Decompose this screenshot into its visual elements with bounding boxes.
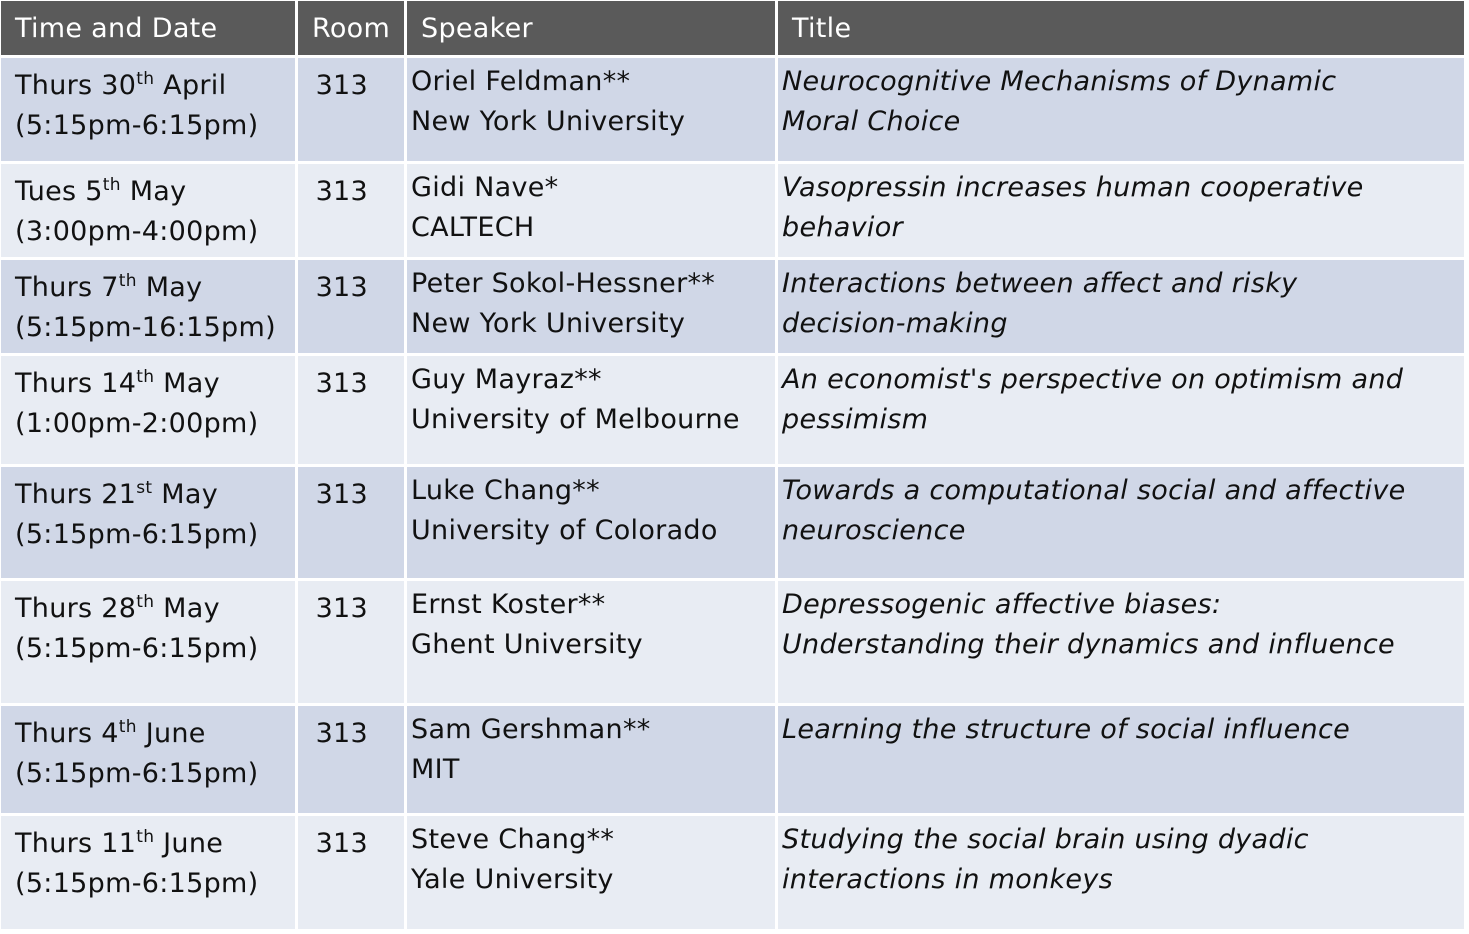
header-title: Title <box>778 1 1464 55</box>
room-cell: 313 <box>298 260 404 353</box>
date-cell: Thurs 11th June (5:15pm-6:15pm) <box>1 816 295 929</box>
header-room: Room <box>298 1 404 55</box>
speaker-affiliation: University of Melbourne <box>411 404 740 436</box>
speaker-affiliation: University of Colorado <box>411 515 718 547</box>
date-cell: Thurs 7th May (5:15pm-16:15pm) <box>1 260 295 353</box>
speaker-affiliation: MIT <box>411 753 460 785</box>
table-row <box>1 260 1464 353</box>
header-speaker: Speaker <box>407 1 775 55</box>
speaker-name: Oriel Feldman** <box>411 66 631 97</box>
speaker-affiliation: New York University <box>411 308 686 340</box>
room-cell: 313 <box>298 164 404 257</box>
table-row <box>1 816 1464 929</box>
table-row <box>1 58 1464 161</box>
speaker-cell <box>407 467 775 578</box>
date-cell: Thurs 21st May (5:15pm-6:15pm) <box>1 467 295 578</box>
speaker-name: Peter Sokol-Hessner** <box>411 268 716 300</box>
table-row <box>1 356 1464 464</box>
speaker-cell <box>407 356 775 464</box>
speaker-affiliation: New York University <box>411 106 686 137</box>
speaker-affiliation: Ghent University <box>411 629 643 661</box>
room-cell: 313 <box>298 706 404 813</box>
room-cell: 313 <box>298 467 404 578</box>
speaker-name: Sam Gershman** <box>411 713 651 745</box>
speaker-cell <box>407 581 775 702</box>
table-row <box>1 581 1464 702</box>
speaker-name: Gidi Nave* <box>411 172 559 204</box>
talk-title-cell: An economist's perspective on optimism and pessimism <box>778 356 1464 464</box>
speaker-name: Guy Mayraz** <box>411 364 602 396</box>
table-row <box>1 164 1464 257</box>
talk-title-cell: Learning the structure of social influence <box>778 706 1464 813</box>
talk-title-cell: Studying the social brain using dyadic interactions in monkeys <box>778 816 1464 929</box>
schedule-body <box>1 58 1464 929</box>
talk-title-cell: Depressogenic affective biases: Understanding their dynamics and influence <box>778 581 1464 702</box>
room-cell: 313 <box>298 58 404 161</box>
talk-title-cell: Neurocognitive Mechanisms of Dynamic Moral Choice <box>778 58 1464 161</box>
talk-title-cell: Towards a computational social and affective neuroscience <box>778 467 1464 578</box>
speaker-cell <box>407 706 775 813</box>
room-cell: 313 <box>298 816 404 929</box>
speaker-cell <box>407 58 775 161</box>
room-cell: 313 <box>298 356 404 464</box>
table-row <box>1 467 1464 578</box>
header-row <box>1 1 1464 55</box>
room-cell: 313 <box>298 581 404 702</box>
table-row <box>1 706 1464 813</box>
speaker-name: Ernst Koster** <box>411 589 606 621</box>
speaker-affiliation: CALTECH <box>411 212 535 244</box>
date-cell: Thurs 28th May (5:15pm-6:15pm) <box>1 581 295 702</box>
talk-title-cell: Interactions between affect and risky decision-making <box>778 260 1464 353</box>
header-time-and-date: Time and Date <box>1 1 295 55</box>
speaker-affiliation: Yale University <box>411 863 614 895</box>
speaker-cell <box>407 816 775 929</box>
speaker-name: Steve Chang** <box>411 823 615 855</box>
date-cell: Tues 5th May (3:00pm-4:00pm) <box>1 164 295 257</box>
date-cell: Thurs 14th May (1:00pm-2:00pm) <box>1 356 295 464</box>
speaker-cell <box>407 164 775 257</box>
talk-title-cell: Vasopressin increases human cooperative behavior <box>778 164 1464 257</box>
speaker-cell <box>407 260 775 353</box>
date-cell: Thurs 4th June (5:15pm-6:15pm) <box>1 706 295 813</box>
date-cell: Thurs 30th April (5:15pm-6:15pm) <box>1 58 295 161</box>
speaker-name: Luke Chang** <box>411 475 600 507</box>
